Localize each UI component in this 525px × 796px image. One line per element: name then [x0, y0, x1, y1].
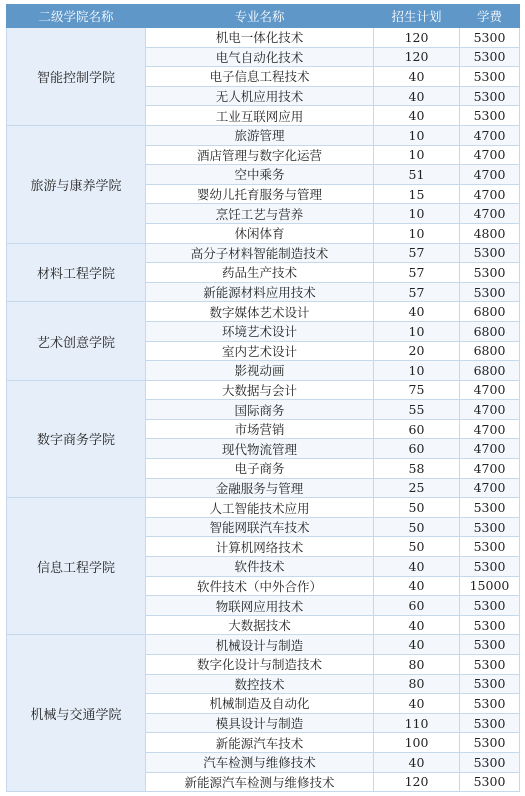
enrollment-plan-cell: 60: [374, 419, 460, 439]
table-row: [7, 243, 520, 263]
table-row: [7, 28, 520, 48]
major-name-cell: 旅游管理: [146, 125, 374, 145]
major-name-cell: 酒店管理与数字化运营: [146, 145, 374, 165]
enrollment-plan-cell: 60: [374, 596, 460, 616]
major-name-cell: 国际商务: [146, 400, 374, 420]
tuition-cell: 4700: [460, 439, 520, 459]
enrollment-plan-cell: 40: [374, 615, 460, 635]
tuition-cell: 5300: [460, 733, 520, 753]
major-name-cell: 烹饪工艺与营养: [146, 204, 374, 224]
tuition-cell: 6800: [460, 321, 520, 341]
tuition-cell: 4700: [460, 459, 520, 479]
major-name-cell: 机械设计与制造: [146, 635, 374, 655]
tuition-cell: 5300: [460, 596, 520, 616]
college-name-cell: 信息工程学院: [7, 498, 146, 635]
major-name-cell: 人工智能技术应用: [146, 498, 374, 518]
table-body: [7, 28, 520, 792]
table-row: [7, 125, 520, 145]
enrollment-table: [6, 4, 520, 792]
tuition-cell: 5300: [460, 106, 520, 126]
major-name-cell: 模具设计与制造: [146, 713, 374, 733]
enrollment-plan-cell: 55: [374, 400, 460, 420]
enrollment-plan-cell: 40: [374, 694, 460, 714]
enrollment-plan-cell: 40: [374, 302, 460, 322]
enrollment-plan-cell: 50: [374, 537, 460, 557]
college-name-cell: 艺术创意学院: [7, 302, 146, 380]
tuition-cell: 6800: [460, 302, 520, 322]
header-major: 专业名称: [146, 5, 374, 28]
tuition-cell: 4700: [460, 478, 520, 498]
enrollment-plan-cell: 15: [374, 184, 460, 204]
enrollment-plan-cell: 110: [374, 713, 460, 733]
tuition-cell: 5300: [460, 694, 520, 714]
enrollment-plan-cell: 40: [374, 106, 460, 126]
enrollment-plan-cell: 10: [374, 361, 460, 381]
enrollment-plan-cell: 40: [374, 576, 460, 596]
enrollment-plan-cell: 40: [374, 752, 460, 772]
enrollment-plan-cell: 57: [374, 263, 460, 283]
enrollment-plan-cell: 10: [374, 321, 460, 341]
enrollment-plan-cell: 40: [374, 67, 460, 87]
enrollment-plan-cell: 60: [374, 439, 460, 459]
tuition-cell: 4700: [460, 419, 520, 439]
tuition-cell: 4700: [460, 204, 520, 224]
college-name-cell: 旅游与康养学院: [7, 125, 146, 243]
header-college: 二级学院名称: [7, 5, 146, 28]
major-name-cell: 软件技术（中外合作）: [146, 576, 374, 596]
enrollment-table-container: [6, 4, 519, 792]
enrollment-plan-cell: 20: [374, 341, 460, 361]
tuition-cell: 4700: [460, 145, 520, 165]
major-name-cell: 室内艺术设计: [146, 341, 374, 361]
major-name-cell: 电子商务: [146, 459, 374, 479]
major-name-cell: 智能网联汽车技术: [146, 517, 374, 537]
tuition-cell: 6800: [460, 361, 520, 381]
enrollment-plan-cell: 75: [374, 380, 460, 400]
tuition-cell: 15000: [460, 576, 520, 596]
enrollment-plan-cell: 120: [374, 28, 460, 48]
major-name-cell: 软件技术: [146, 557, 374, 577]
major-name-cell: 空中乘务: [146, 165, 374, 185]
major-name-cell: 计算机网络技术: [146, 537, 374, 557]
major-name-cell: 休闲体育: [146, 223, 374, 243]
table-row: [7, 498, 520, 518]
tuition-cell: 4700: [460, 400, 520, 420]
enrollment-plan-cell: 120: [374, 772, 460, 792]
major-name-cell: 金融服务与管理: [146, 478, 374, 498]
tuition-cell: 5300: [460, 498, 520, 518]
tuition-cell: 4700: [460, 184, 520, 204]
major-name-cell: 新能源汽车技术: [146, 733, 374, 753]
enrollment-plan-cell: 58: [374, 459, 460, 479]
major-name-cell: 机械制造及自动化: [146, 694, 374, 714]
tuition-cell: 5300: [460, 67, 520, 87]
tuition-cell: 5300: [460, 28, 520, 48]
tuition-cell: 5300: [460, 86, 520, 106]
major-name-cell: 工业互联网应用: [146, 106, 374, 126]
major-name-cell: 影视动画: [146, 361, 374, 381]
enrollment-plan-cell: 51: [374, 165, 460, 185]
enrollment-plan-cell: 100: [374, 733, 460, 753]
tuition-cell: 5300: [460, 517, 520, 537]
tuition-cell: 5300: [460, 713, 520, 733]
major-name-cell: 电子信息工程技术: [146, 67, 374, 87]
college-name-cell: 材料工程学院: [7, 243, 146, 302]
major-name-cell: 数字化设计与制造技术: [146, 655, 374, 675]
major-name-cell: 环境艺术设计: [146, 321, 374, 341]
table-row: [7, 380, 520, 400]
header-row: [7, 5, 520, 28]
tuition-cell: 5300: [460, 557, 520, 577]
major-name-cell: 高分子材料智能制造技术: [146, 243, 374, 263]
major-name-cell: 药品生产技术: [146, 263, 374, 283]
tuition-cell: 5300: [460, 615, 520, 635]
major-name-cell: 数控技术: [146, 674, 374, 694]
tuition-cell: 5300: [460, 635, 520, 655]
major-name-cell: 无人机应用技术: [146, 86, 374, 106]
enrollment-plan-cell: 10: [374, 125, 460, 145]
major-name-cell: 机电一体化技术: [146, 28, 374, 48]
tuition-cell: 5300: [460, 263, 520, 283]
enrollment-plan-cell: 10: [374, 204, 460, 224]
college-name-cell: 数字商务学院: [7, 380, 146, 498]
tuition-cell: 5300: [460, 752, 520, 772]
major-name-cell: 现代物流管理: [146, 439, 374, 459]
tuition-cell: 5300: [460, 243, 520, 263]
major-name-cell: 市场营销: [146, 419, 374, 439]
tuition-cell: 5300: [460, 655, 520, 675]
tuition-cell: 4800: [460, 223, 520, 243]
table-row: [7, 635, 520, 655]
enrollment-plan-cell: 10: [374, 223, 460, 243]
major-name-cell: 数字媒体艺术设计: [146, 302, 374, 322]
major-name-cell: 新能源材料应用技术: [146, 282, 374, 302]
major-name-cell: 电气自动化技术: [146, 47, 374, 67]
enrollment-plan-cell: 10: [374, 145, 460, 165]
tuition-cell: 5300: [460, 47, 520, 67]
enrollment-plan-cell: 80: [374, 655, 460, 675]
header-tuition: 学费: [460, 5, 520, 28]
header-plan: 招生计划: [374, 5, 460, 28]
major-name-cell: 大数据与会计: [146, 380, 374, 400]
tuition-cell: 4700: [460, 125, 520, 145]
enrollment-plan-cell: 25: [374, 478, 460, 498]
enrollment-plan-cell: 50: [374, 517, 460, 537]
major-name-cell: 大数据技术: [146, 615, 374, 635]
tuition-cell: 5300: [460, 772, 520, 792]
college-name-cell: 机械与交通学院: [7, 635, 146, 792]
major-name-cell: 新能源汽车检测与维修技术: [146, 772, 374, 792]
tuition-cell: 5300: [460, 537, 520, 557]
tuition-cell: 5300: [460, 674, 520, 694]
tuition-cell: 5300: [460, 282, 520, 302]
table-row: [7, 302, 520, 322]
major-name-cell: 汽车检测与维修技术: [146, 752, 374, 772]
enrollment-plan-cell: 80: [374, 674, 460, 694]
tuition-cell: 4700: [460, 380, 520, 400]
enrollment-plan-cell: 40: [374, 635, 460, 655]
tuition-cell: 6800: [460, 341, 520, 361]
major-name-cell: 婴幼儿托育服务与管理: [146, 184, 374, 204]
enrollment-plan-cell: 57: [374, 282, 460, 302]
enrollment-plan-cell: 40: [374, 557, 460, 577]
enrollment-plan-cell: 40: [374, 86, 460, 106]
tuition-cell: 4700: [460, 165, 520, 185]
college-name-cell: 智能控制学院: [7, 28, 146, 126]
enrollment-plan-cell: 57: [374, 243, 460, 263]
enrollment-plan-cell: 120: [374, 47, 460, 67]
major-name-cell: 物联网应用技术: [146, 596, 374, 616]
enrollment-plan-cell: 50: [374, 498, 460, 518]
